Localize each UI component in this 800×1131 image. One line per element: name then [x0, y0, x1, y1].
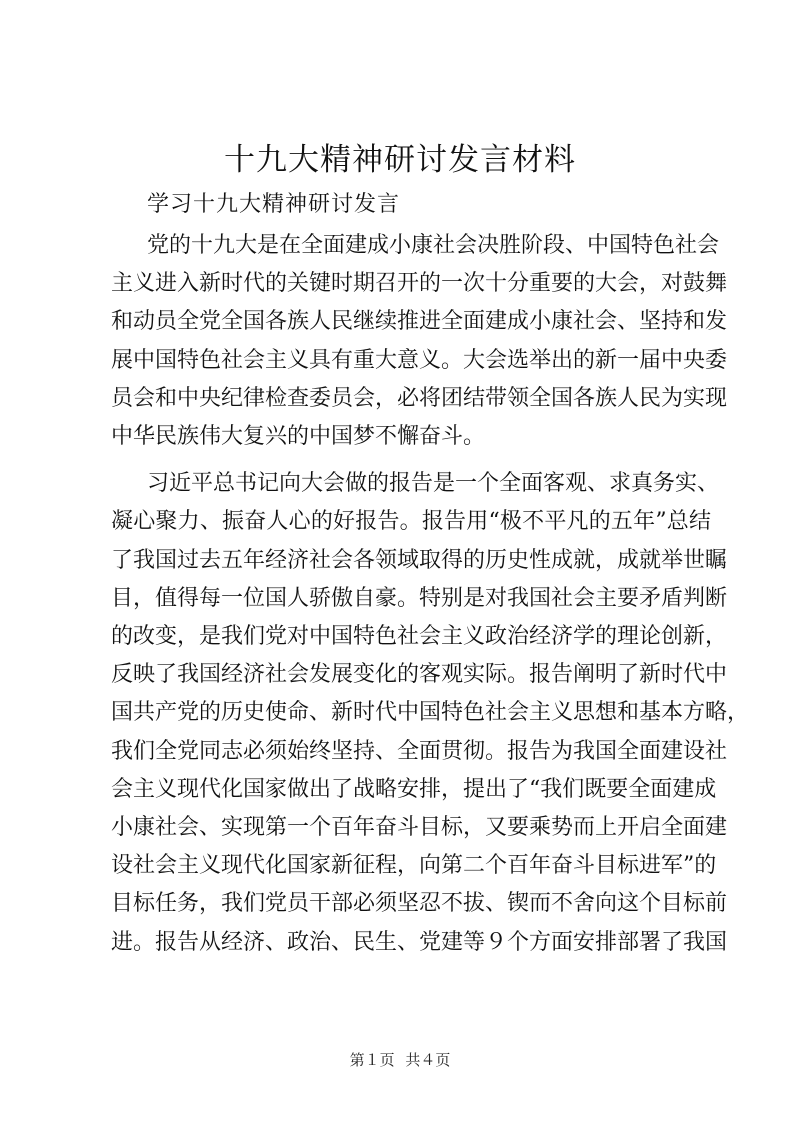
- paragraph-2: [111, 465, 750, 962]
- text-line: 进。报告从经济、政治、民生、党建等９个方面安排部署了我国: [111, 929, 728, 955]
- text-line: 习近平总书记向大会做的报告是一个全面客观、求真务实、: [147, 471, 720, 497]
- paragraph-1: [111, 227, 728, 456]
- text-line: 设社会主义现代化国家新征程，向第二个百年奋斗目标进军”的: [111, 853, 717, 879]
- text-line: 的改变，是我们党对中国特色社会主义政治经济学的理论创新，: [111, 624, 728, 650]
- text-line: 国共产党的历史使命、新时代中国特色社会主义思想和基本方略，: [111, 700, 750, 726]
- text-line: 员会和中央纪律检查委员会，必将团结带领全国各族人民为实现: [111, 385, 728, 411]
- text-line: 会主义现代化国家做出了战略安排，提出了“我们既要全面建成: [111, 776, 717, 802]
- text-line: 我们全党同志必须始终坚持、全面贯彻。报告为我国全面建设社: [111, 738, 728, 764]
- document-body: [111, 227, 750, 962]
- text-line: 和动员全党全国各族人民继续推进全面建成小康社会、坚持和发: [111, 309, 728, 335]
- document-subtitle: 学习十九大精神研讨发言: [147, 192, 401, 217]
- text-line: 主义进入新时代的关键时期召开的一次十分重要的大会，对鼓舞: [111, 271, 728, 297]
- text-line: 凝心聚力、振奋人心的好报告。报告用“极不平凡的五年”总结: [111, 509, 711, 535]
- text-line: 目，值得每一位国人骄傲自豪。特别是对我国社会主要矛盾判断: [111, 585, 728, 611]
- text-line: 了我国过去五年经济社会各领域取得的历史性成就，成就举世瞩: [111, 547, 728, 573]
- page-number: 第１页: [349, 1051, 395, 1069]
- text-line: 中华民族伟大复兴的中国梦不懈奋斗。: [111, 424, 486, 450]
- text-line: 目标任务，我们党员干部必须坚忍不拔、锲而不舍向这个目标前: [111, 891, 728, 917]
- text-line: 反映了我国经济社会发展变化的客观实际。报告阐明了新时代中: [111, 662, 728, 688]
- page-total: 共４页: [405, 1051, 451, 1069]
- text-line: 展中国特色社会主义具有重大意义。大会选举出的新一届中央委: [111, 347, 728, 373]
- document-title: 十九大精神研讨发言材料: [224, 142, 576, 178]
- paragraph-spacer: [111, 456, 711, 465]
- page-footer: [0, 1050, 800, 1070]
- text-line: 党的十九大是在全面建成小康社会决胜阶段、中国特色社会: [147, 233, 720, 258]
- text-line: 小康社会、实现第一个百年奋斗目标，又要乘势而上开启全面建: [111, 815, 728, 841]
